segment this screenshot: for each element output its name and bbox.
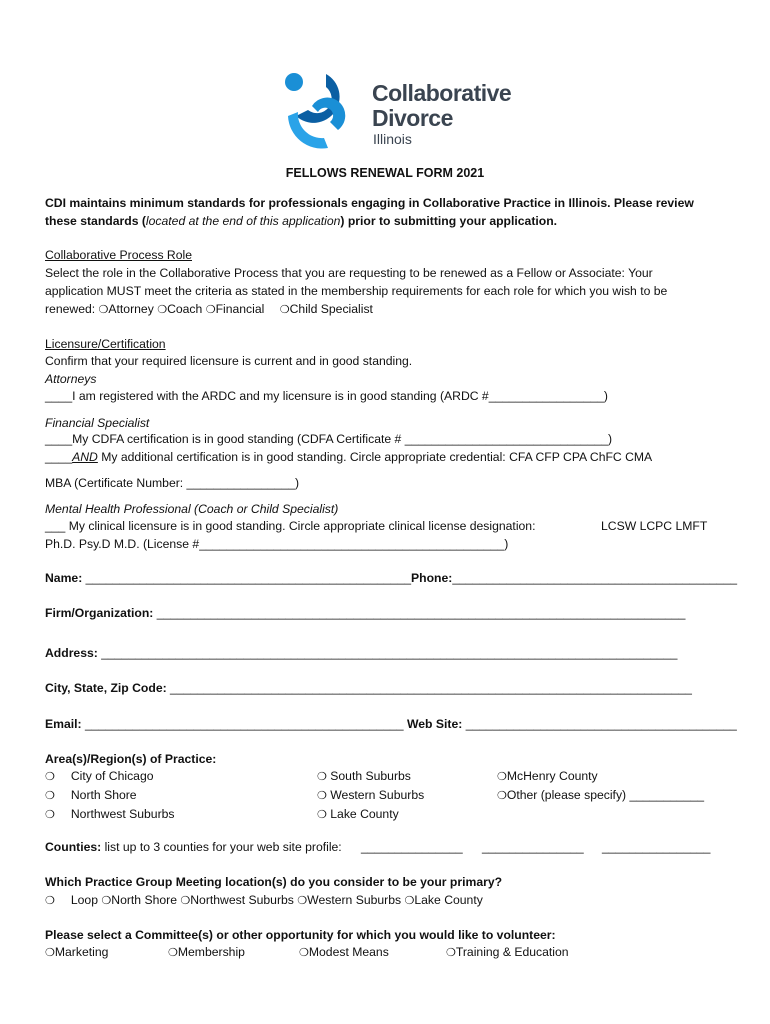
licensure-intro: Confirm that your required licensure is current and in good standing.: [45, 354, 413, 368]
financial-label: Financial Specialist: [45, 416, 150, 430]
counties-row: [45, 838, 342, 856]
county-input-1[interactable]: _______________: [361, 840, 463, 854]
logo-line-1: Collaborative: [372, 80, 512, 106]
area-option-lake-county[interactable]: ❍ Lake County: [317, 807, 399, 821]
role-heading: Collaborative Process Role: [45, 248, 192, 262]
email-field[interactable]: [45, 715, 404, 733]
logo-line-2: Divorce: [372, 105, 453, 131]
practice-group-options: [45, 891, 483, 910]
checkbox-icon[interactable]: ❍: [317, 770, 327, 783]
checkbox-icon[interactable]: ❍: [101, 894, 112, 907]
mental-license-line[interactable]: ___ My clinical licensure is in good standing. Circle appropriate clinical license designation:: [45, 519, 536, 533]
intro-text-b: ) prior to submitting your application.: [340, 214, 558, 228]
checkbox-icon[interactable]: ❍: [45, 946, 55, 959]
role-prefix: renewed:: [45, 302, 96, 316]
city-input[interactable]: _____________________________________________________________________________: [170, 681, 692, 695]
city-field[interactable]: [45, 679, 692, 697]
committee-option-training-education[interactable]: ❍Training & Education: [446, 945, 569, 959]
logo: [282, 70, 532, 160]
checkbox-icon[interactable]: ❍: [98, 303, 109, 316]
practice-option-lake-county[interactable]: ❍Lake County: [404, 893, 483, 907]
name-field[interactable]: [45, 569, 737, 587]
intro-line-2: [45, 212, 557, 230]
checkbox-icon[interactable]: ❍: [45, 808, 55, 821]
website-label: Web Site:: [407, 717, 463, 731]
checkbox-icon[interactable]: ❍: [404, 894, 415, 907]
areas-col-1: [45, 767, 175, 824]
practice-option-western-suburbs[interactable]: ❍Western Suburbs: [297, 893, 402, 907]
committee-option-membership[interactable]: ❍Membership: [168, 945, 245, 959]
area-option-north-shore[interactable]: ❍ North Shore: [45, 788, 137, 802]
checkbox-icon[interactable]: ❍: [297, 894, 308, 907]
role-text-1: Select the role in the Collaborative Process that you are requesting to be renewed as a Fellow or Associate: Your: [45, 266, 653, 280]
area-option-western-suburbs[interactable]: ❍ Western Suburbs: [317, 788, 425, 802]
role-text-2: application MUST meet the criteria as stated in the membership requirements for each role for which you wish to be: [45, 284, 668, 298]
blank[interactable]: ____: [45, 450, 73, 464]
role-option-financial[interactable]: ❍Financial: [205, 302, 265, 316]
phone-input[interactable]: __________________________________________: [452, 571, 738, 585]
checkbox-icon[interactable]: ❍: [180, 894, 191, 907]
area-option-mchenry-county[interactable]: ❍McHenry County: [497, 769, 598, 783]
email-label: Email:: [45, 717, 82, 731]
name-label: Name:: [45, 571, 83, 585]
committee-option-marketing[interactable]: ❍Marketing: [45, 945, 109, 959]
checkbox-icon[interactable]: ❍: [45, 789, 55, 802]
email-input[interactable]: _______________________________________________: [84, 717, 404, 731]
collaborative-divorce-logo-icon: [282, 70, 356, 150]
website-field[interactable]: [407, 715, 737, 733]
mba-line[interactable]: MBA (Certificate Number: ________________): [45, 476, 300, 490]
counties-text: list up to 3 counties for your web site profile:: [101, 840, 342, 854]
city-label: City, State, Zip Code:: [45, 681, 167, 695]
financial-additional-line[interactable]: [45, 448, 652, 466]
areas-heading: Area(s)/Region(s) of Practice:: [45, 752, 217, 766]
checkbox-icon[interactable]: ❍: [168, 946, 178, 959]
area-option-northwest-suburbs[interactable]: ❍ Northwest Suburbs: [45, 807, 175, 821]
role-option-attorney[interactable]: ❍Attorney: [98, 302, 154, 316]
areas-col-2: [317, 767, 424, 824]
county-input-2[interactable]: _______________: [482, 840, 584, 854]
mental-health-label: Mental Health Professional (Coach or Child Specialist): [45, 502, 339, 516]
name-input[interactable]: ________________________________________________: [85, 571, 412, 585]
address-input[interactable]: _____________________________________________________________________________________: [101, 646, 678, 660]
area-option-other[interactable]: ❍Other (please specify) ___________: [497, 788, 705, 802]
intro-text-a: these standards (: [45, 214, 146, 228]
financial-cdfa-line[interactable]: ____My CDFA certification is in good standing (CDFA Certificate # ______________________________): [45, 432, 613, 446]
checkbox-icon[interactable]: ❍: [299, 946, 309, 959]
area-option-south-suburbs[interactable]: ❍ South Suburbs: [317, 769, 411, 783]
committee-question: Please select a Committee(s) or other opportunity for which you would like to volunteer:: [45, 928, 556, 942]
practice-group-question: Which Practice Group Meeting location(s) do you consider to be your primary?: [45, 875, 503, 889]
checkbox-icon[interactable]: ❍: [205, 303, 216, 316]
counties-label: Counties:: [45, 840, 102, 854]
firm-field[interactable]: [45, 604, 685, 622]
role-option-child-specialist[interactable]: ❍Child Specialist: [279, 302, 373, 316]
logo-line-3: Illinois: [373, 131, 412, 147]
intro-text-italic: located at the end of this application: [145, 214, 341, 228]
firm-input[interactable]: ______________________________________________________________________________: [156, 606, 686, 620]
phone-label: Phone:: [411, 571, 453, 585]
area-option-city-of-chicago[interactable]: ❍ City of Chicago: [45, 769, 154, 783]
committee-option-modest-means[interactable]: ❍Modest Means: [299, 945, 389, 959]
county-input-3[interactable]: ________________: [602, 840, 711, 854]
address-field[interactable]: [45, 644, 677, 662]
intro-line-1: CDI maintains minimum standards for professionals engaging in Collaborative Practice in Illinois. Please review: [45, 196, 694, 210]
address-label: Address:: [45, 646, 98, 660]
checkbox-icon[interactable]: ❍: [446, 946, 456, 959]
checkbox-icon[interactable]: ❍: [45, 894, 55, 907]
form-title: FELLOWS RENEWAL FORM 2021: [285, 166, 485, 180]
mental-license-designations: LCSW LCPC LMFT: [601, 519, 708, 533]
credential-text: My additional certification is in good standing. Circle appropriate credential: CFA CFP CPA ChFC CMA: [97, 450, 653, 464]
attorneys-label: Attorneys: [45, 372, 97, 386]
checkbox-icon[interactable]: ❍: [497, 770, 507, 783]
and-emphasis: AND: [72, 450, 98, 464]
role-options-row: [45, 300, 373, 319]
firm-label: Firm/Organization:: [45, 606, 154, 620]
areas-col-3: [497, 767, 704, 805]
website-input[interactable]: ________________________________________: [465, 717, 737, 731]
role-option-coach[interactable]: ❍Coach: [157, 302, 203, 316]
attorney-ardc-line[interactable]: ____I am registered with the ARDC and my licensure is in good standing (ARDC #_________________): [45, 389, 608, 403]
checkbox-icon[interactable]: ❍: [45, 770, 55, 783]
mental-degree-line[interactable]: Ph.D. Psy.D M.D. (License #_____________________________________________): [45, 537, 509, 551]
checkbox-icon[interactable]: ❍: [317, 789, 327, 802]
practice-option-northwest-suburbs[interactable]: ❍Northwest Suburbs: [180, 893, 294, 907]
checkbox-icon[interactable]: ❍: [317, 808, 327, 821]
checkbox-icon[interactable]: ❍: [497, 789, 507, 802]
checkbox-icon[interactable]: ❍: [279, 303, 290, 316]
checkbox-icon[interactable]: ❍: [157, 303, 168, 316]
licensure-heading: Licensure/Certification: [45, 337, 166, 351]
practice-option-loop[interactable]: ❍ Loop: [45, 893, 98, 907]
practice-option-north-shore[interactable]: ❍North Shore: [101, 893, 177, 907]
